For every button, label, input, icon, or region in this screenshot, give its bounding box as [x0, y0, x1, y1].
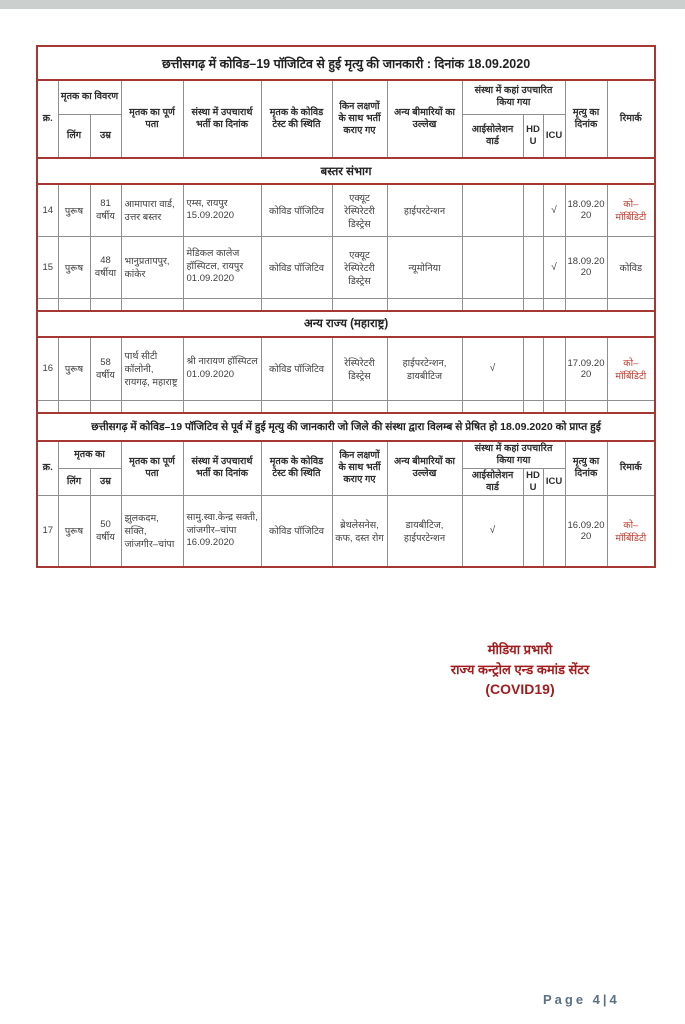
cell-remark: को–मॉर्बिडिटी	[607, 495, 655, 567]
cell-hdu	[523, 184, 543, 236]
cell-gender: पुरूष	[58, 337, 90, 401]
col-covid-status-header: मृतक के कोविड टेस्ट की स्थिति	[261, 441, 332, 495]
table2-header-row1	[37, 441, 655, 468]
cell-age: 81 वर्षीय	[90, 184, 121, 236]
cell-institution: एम्स, रायपुर	[186, 197, 228, 209]
col-other-diseases-header: अन्य बीमारियों का उल्लेख	[387, 441, 462, 495]
cell-isolation	[462, 184, 523, 236]
cell-admission	[183, 495, 261, 567]
cell-serial: 17	[37, 495, 58, 567]
col-deceased-details-header: मृतक का	[58, 441, 121, 468]
section-other-state-title: अन्य राज्य (महाराष्ट्र)	[37, 311, 655, 337]
col-deceased-details-header: मृतक का विवरण	[58, 80, 121, 114]
table-row-15	[37, 236, 655, 298]
cell-admit-date: 15.09.2020	[186, 210, 235, 222]
col-treated-where-header: संस्था में कहां उपचारित किया गया	[462, 441, 565, 468]
cell-address: पार्थ सीटी कॉलोनी, रायगढ़, महाराष्ट्र	[121, 337, 183, 401]
cell-serial: 16	[37, 337, 58, 401]
cell-covid-status: कोविड पॉजिटिव	[261, 337, 332, 401]
cell-hdu	[523, 236, 543, 298]
col-icu-header: ICU	[543, 468, 565, 495]
covid-death-report-table	[36, 45, 656, 568]
col-icu-header: ICU	[543, 114, 565, 158]
cell-admission	[183, 236, 261, 298]
cell-icu-checkmark: √	[543, 184, 565, 236]
signature-line-3: (COVID19)	[485, 681, 555, 697]
late-report-title: छत्तीसगढ़ में कोविड–19 पॉजिटिव से पूर्व में हुई मृत्यु की जानकारी जो जिले की संस्था द्वारा विलम्ब से प्रेषित हो 18.09.2020 को प्राप्त हुई	[37, 413, 655, 441]
cell-admit-date: 01.09.2020	[186, 368, 235, 380]
cell-gender: पुरूष	[58, 236, 90, 298]
cell-age: 58 वर्षीय	[90, 337, 121, 401]
cell-symptoms: एक्यूट रेस्पिरेटरी डिस्ट्रेस	[332, 236, 387, 298]
col-isolation-header: आईसोलेशन वार्ड	[462, 114, 523, 158]
signature-block	[375, 640, 665, 700]
col-isolation-header: आईसोलेशन वार्ड	[462, 468, 523, 495]
cell-icu	[543, 495, 565, 567]
cell-gender: पुरूष	[58, 495, 90, 567]
cell-address: आमापारा वार्ड, उत्तर बस्तर	[121, 184, 183, 236]
col-symptoms-header: किन लक्षणों के साथ भर्ती कराए गए	[332, 441, 387, 495]
cell-covid-status: कोविड पॉजिटिव	[261, 184, 332, 236]
report-title: छत्तीसगढ़ में कोविड–19 पॉजिटिव से हुई मृत्यु की जानकारी : दिनांक 18.09.2020	[37, 46, 655, 80]
late-report-title-row	[37, 413, 655, 441]
cell-other-diseases: हाईपरटेन्शन, डायबीटिज	[387, 337, 462, 401]
col-treated-where-header: संस्था में कहां उपचारित किया गया	[462, 80, 565, 114]
table-row-17	[37, 495, 655, 567]
table-row-14	[37, 184, 655, 236]
cell-address: झुलकदम, सक्ति, जांजगीर–चांपा	[121, 495, 183, 567]
cell-hdu	[523, 495, 543, 567]
report-document	[36, 45, 654, 568]
cell-remark: को–मॉर्बिडिटी	[607, 184, 655, 236]
cell-remark: को–मॉर्बिडिटी	[607, 337, 655, 401]
report-title-row	[37, 46, 655, 80]
cell-institution: सामु.स्वा.केन्द्र सक्ती, जांजगीर–चांपा	[186, 512, 258, 536]
scan-top-edge	[0, 0, 685, 9]
cell-death-date: 17.09.2020	[565, 337, 607, 401]
cell-address: भानुप्रतापपुर, कांकेर	[121, 236, 183, 298]
page-number: Page 4|4	[543, 992, 620, 1007]
cell-institution: श्री नारायण हॉस्पिटल	[186, 356, 258, 368]
cell-death-date: 16.09.2020	[565, 495, 607, 567]
cell-icu	[543, 337, 565, 401]
col-death-date-header: मृत्यु का दिनांक	[565, 441, 607, 495]
cell-serial: 14	[37, 184, 58, 236]
signature-line-1: मीडिया प्रभारी	[487, 642, 553, 657]
cell-death-date: 18.09.2020	[565, 236, 607, 298]
cell-covid-status: कोविड पॉजिटिव	[261, 495, 332, 567]
cell-symptoms: एक्यूट रेस्पिरेटरी डिस्ट्रेस	[332, 184, 387, 236]
col-age-header: उम्र	[90, 114, 121, 158]
section-bastar-title: बस्तर संभाग	[37, 158, 655, 184]
col-symptoms-header: किन लक्षणों के साथ भर्ती कराए गए	[332, 80, 387, 158]
col-hdu-header: HDU	[523, 468, 543, 495]
cell-other-diseases: हाईपरटेन्शन	[387, 184, 462, 236]
col-hdu-header: HDU	[523, 114, 543, 158]
cell-isolation-checkmark: √	[462, 337, 523, 401]
col-admission-header: संस्था में उपचारार्थ भर्ती का दिनांक	[183, 441, 261, 495]
col-age-header: उम्र	[90, 468, 121, 495]
col-gender-header: लिंग	[58, 468, 90, 495]
col-remark-header: रिमार्क	[607, 80, 655, 158]
col-address-header: मृतक का पूर्ण पता	[121, 441, 183, 495]
signature-line-2: राज्य कन्ट्रोल एन्ड कमांड सेंटर	[450, 661, 590, 677]
section-other-state-row	[37, 311, 655, 337]
col-serial-header: क्र.	[37, 441, 58, 495]
cell-hdu	[523, 337, 543, 401]
col-death-date-header: मृत्यु का दिनांक	[565, 80, 607, 158]
cell-death-date: 18.09.2020	[565, 184, 607, 236]
cell-covid-status: कोविड पॉजिटिव	[261, 236, 332, 298]
col-serial-header: क्र.	[37, 80, 58, 158]
cell-icu-checkmark: √	[543, 236, 565, 298]
cell-admission	[183, 184, 261, 236]
spacer-row	[37, 401, 655, 414]
cell-age: 50 वर्षीय	[90, 495, 121, 567]
cell-age: 48 वर्षीया	[90, 236, 121, 298]
cell-isolation	[462, 236, 523, 298]
cell-admission	[183, 337, 261, 401]
cell-admit-date: 01.09.2020	[186, 273, 235, 285]
cell-other-diseases: न्यूमोनिया	[387, 236, 462, 298]
col-other-diseases-header: अन्य बीमारियों का उल्लेख	[387, 80, 462, 158]
col-admission-header: संस्था में उपचारार्थ भर्ती का दिनांक	[183, 80, 261, 158]
cell-symptoms: रेस्पिरेटरी डिस्ट्रेस	[332, 337, 387, 401]
section-bastar-row	[37, 158, 655, 184]
cell-other-diseases: डायबीटिज, हाईपरटेन्शन	[387, 495, 462, 567]
cell-remark: कोविड	[607, 236, 655, 298]
spacer-row	[37, 298, 655, 311]
cell-serial: 15	[37, 236, 58, 298]
col-covid-status-header: मृतक के कोविड टेस्ट की स्थिति	[261, 80, 332, 158]
col-gender-header: लिंग	[58, 114, 90, 158]
cell-isolation-checkmark: √	[462, 495, 523, 567]
table-row-16	[37, 337, 655, 401]
cell-symptoms: ब्रेथलेसनेस, कफ, दस्त रोग	[332, 495, 387, 567]
cell-gender: पुरूष	[58, 184, 90, 236]
cell-institution: मेडिकल कालेज हॉस्पिटल, रायपुर	[186, 248, 244, 272]
cell-admit-date: 16.09.2020	[186, 536, 235, 548]
col-remark-header: रिमार्क	[607, 441, 655, 495]
table1-header-row1	[37, 80, 655, 114]
col-address-header: मृतक का पूर्ण पता	[121, 80, 183, 158]
